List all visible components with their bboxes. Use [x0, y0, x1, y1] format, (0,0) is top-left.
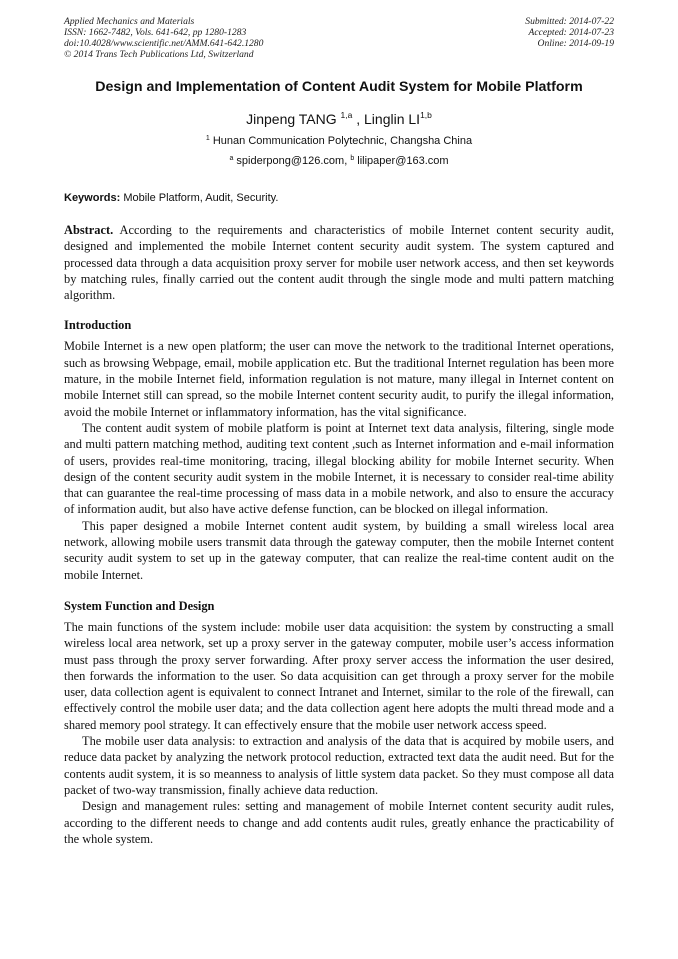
affiliation-marker: 1 — [205, 135, 210, 142]
journal-copyright: © 2014 Trans Tech Publications Ltd, Switzerland — [64, 49, 254, 60]
abstract-text: According to the requirements and characteristics of mobile Internet content security audit, designed and implemented the mobile Internet content security audit system. The system captured and processed data through a data acquisition proxy server for mobile user network access, and then set keywords by matching rules, finally carried out the content audit through the single mode and multi pattern matching algorithm. — [64, 223, 614, 303]
affiliation — [64, 134, 614, 148]
email-marker-b: b — [350, 155, 355, 162]
keywords — [64, 191, 614, 205]
paper-title: Design and Implementation of Content Audit System for Mobile Platform — [95, 79, 583, 95]
abstract-label: Abstract. — [64, 223, 114, 237]
online-date: Online: 2014-09-19 — [537, 38, 614, 49]
journal-info — [64, 16, 263, 60]
publication-dates — [525, 16, 614, 60]
author-separator: , — [352, 111, 365, 127]
submitted-date: Submitted: 2014-07-22 — [525, 16, 614, 27]
journal-issn: ISSN: 1662-7482, Vols. 641-642, pp 1280-1283 — [64, 27, 247, 38]
author-1-affil: 1,a — [340, 110, 353, 120]
journal-name: Applied Mechanics and Materials — [64, 16, 195, 27]
keywords-text: Mobile Platform, Audit, Security. — [123, 192, 279, 204]
author-1: Jinpeng TANG — [246, 111, 337, 127]
email-a: spiderpong@126.com, — [236, 155, 348, 167]
abstract — [64, 222, 614, 303]
author-2-affil: 1,b — [420, 110, 432, 120]
email-b: lilipaper@163.com — [357, 155, 449, 167]
intro-paragraph-2: The content audit system of mobile platform is point at Internet text data analysis, filtering, single mode and multi pattern matching method, auditing text content ,such as Internet information and e-mail information of users, provides real-time monitoring, tracing, illegal blocking ability for mobile Internet security. When design of the content security audit system in the mobile Internet, it is necessary to consider real-time ability that can guarantee the real-time processing of mass data in a mobile network, and also to ensure the accuracy of information audit, but also have active defense function, can be blocked on illegal information. — [64, 420, 614, 517]
keywords-label: Keywords: — [64, 192, 121, 204]
journal-doi: doi:10.4028/www.scientific.net/AMM.641-642.1280 — [64, 38, 264, 49]
journal-header — [64, 16, 614, 60]
affiliation-text: Hunan Communication Polytechnic, Changsha China — [212, 135, 473, 147]
system-paragraph-2: The mobile user data analysis: to extraction and analysis of the data that is acquired by mobile users, and reduce data packet by analyzing the network protocol reduction, extracted text data the audit need. But for the contents audit system, it is so meanness to analysis of little system data packet. So they must compose all data packet of two-way transmission, finally achieve data reduction. — [64, 734, 614, 797]
author-2: Linglin LI — [364, 111, 421, 127]
intro-paragraph-1: Mobile Internet is a new open platform; the user can move the network to the traditional Internet operations, such as browsing Webpage, email, mobile application etc. But the traditional Internet regulation has been more mature, in the mobile Internet field, information regulation is not mature, many illegal in Internet content on mobile Internet still can spread, so the mobile Internet content security audit, to purify the illegal information, avoid the mobile Internet or inflammatory information, has the vital significance. — [64, 339, 614, 419]
author-line — [64, 111, 614, 128]
section-heading-system-function: System Function and Design — [64, 598, 215, 613]
email-line — [64, 154, 614, 168]
system-paragraph-1: The main functions of the system include: mobile user data acquisition: the system by constructing a small wireless local area network, set up a proxy server in the gateway computer, mobile user’s access information must pass through the proxy server forwarding. After proxy server access the information the user desired, then forwards the information to the user. So data acquisition can get through a proxy server for the mobile user, data collection agent is equivalent to connect Intranet and Internet, similar to the role of the firewall, can effectively control the mobile user data; and the data collection agent here adopts the multi thread mode and a shared memory pool strategy. It can effectively ensure that the mobile user network access speed. — [64, 619, 614, 732]
email-marker-a: a — [229, 155, 234, 162]
intro-paragraph-3: This paper designed a mobile Internet content audit system, by building a small wireless local area network, allowing mobile users transmit data through the gateway computer, then the mobile Internet content security audit system to set up in the gateway computer, that can realize the real-time content audit on the mobile Internet. — [64, 518, 614, 582]
system-paragraph-3: Design and management rules: setting and management of mobile Internet content security audit rules, according to the different needs to change and add contents audit rules, greatly enhance the practicability of the whole system. — [64, 799, 614, 846]
accepted-date: Accepted: 2014-07-23 — [528, 27, 614, 38]
section-heading-introduction: Introduction — [64, 318, 132, 333]
